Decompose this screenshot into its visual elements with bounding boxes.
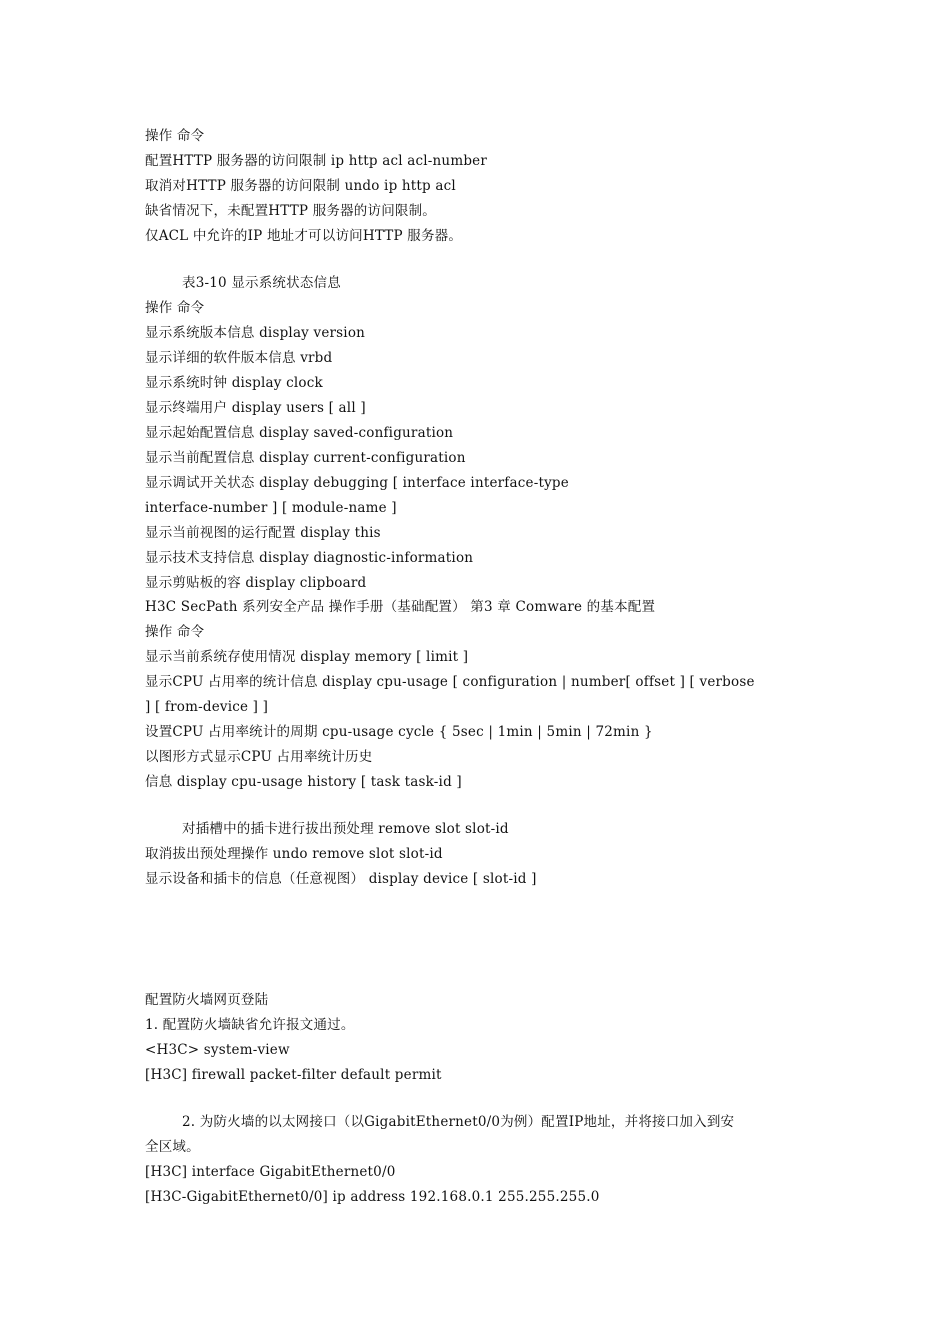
table-row: 显示剪贴板的容 display clipboard [145,575,367,591]
table-row: 显示调试开关状态 display debugging [ interface interface-type [145,475,569,491]
step-text: 1. 配置防火墙缺省允许报文通过。 [145,1017,355,1033]
table-row: 显示当前视图的运行配置 display this [145,525,381,541]
table-row: 显示当前配置信息 display current-configuration [145,450,466,466]
table-row: 信息 display cpu-usage history [ task task-id ] [145,774,462,790]
section-title: 配置防火墙网页登陆 [145,992,269,1008]
command-line: [H3C-GigabitEthernet0/0] ip address 192.168.0.1 255.255.255.0 [145,1189,600,1205]
note-text: 仅ACL 中允许的IP 地址才可以访问HTTP 服务器。 [145,228,463,244]
table-header: 操作 命令 [145,300,205,316]
table-row: 显示CPU 占用率的统计信息 display cpu-usage [ configuration | number[ offset ] [ verbose [145,674,755,690]
step-text: 全区域。 [145,1139,200,1155]
table-row: 显示技术支持信息 display diagnostic-information [145,550,474,566]
table-row: 设置CPU 占用率统计的周期 cpu-usage cycle { 5sec | 1min | 5min | 72min } [145,724,653,740]
table-row: interface-number ] [ module-name ] [145,500,397,516]
table-row: 显示系统版本信息 display version [145,325,366,341]
table-row: 显示终端用户 display users [ all ] [145,400,366,416]
table-row: 显示起始配置信息 display saved-configuration [145,425,454,441]
table-row: 对插槽中的插卡进行拔出预处理 remove slot slot-id [182,821,509,837]
table-row: 显示设备和插卡的信息（任意视图） display device [ slot-id ] [145,871,537,887]
step-text: 2. 为防火墙的以太网接口（以GigabitEthernet0/0为例）配置IP地址，并将接口加入到安 [182,1114,735,1130]
table-row: 以图形方式显示CPU 占用率统计历史 [145,749,373,765]
command-line: [H3C] firewall packet-filter default permit [145,1067,442,1083]
command-line: [H3C] interface GigabitEthernet0/0 [145,1164,396,1180]
table-header: 操作 命令 [145,624,205,640]
table-row: 取消拔出预处理操作 undo remove slot slot-id [145,846,443,862]
table-header: 操作 命令 [145,128,205,144]
running-header: H3C SecPath 系列安全产品 操作手册（基础配置） 第3 章 Comware 的基本配置 [145,599,656,615]
table-row: 显示详细的软件版本信息 vrbd [145,350,333,366]
table-row: 显示系统时钟 display clock [145,375,323,391]
note-text: 缺省情况下，未配置HTTP 服务器的访问限制。 [145,203,437,219]
table-row: ] [ from-device ] ] [145,699,269,715]
command-line: <H3C> system-view [145,1042,290,1058]
table-caption: 表3-10 显示系统状态信息 [182,275,341,291]
table-row: 配置HTTP 服务器的访问限制 ip http acl acl-number [145,153,488,169]
table-row: 显示当前系统存使用情况 display memory [ limit ] [145,649,469,665]
table-row: 取消对HTTP 服务器的访问限制 undo ip http acl [145,178,456,194]
